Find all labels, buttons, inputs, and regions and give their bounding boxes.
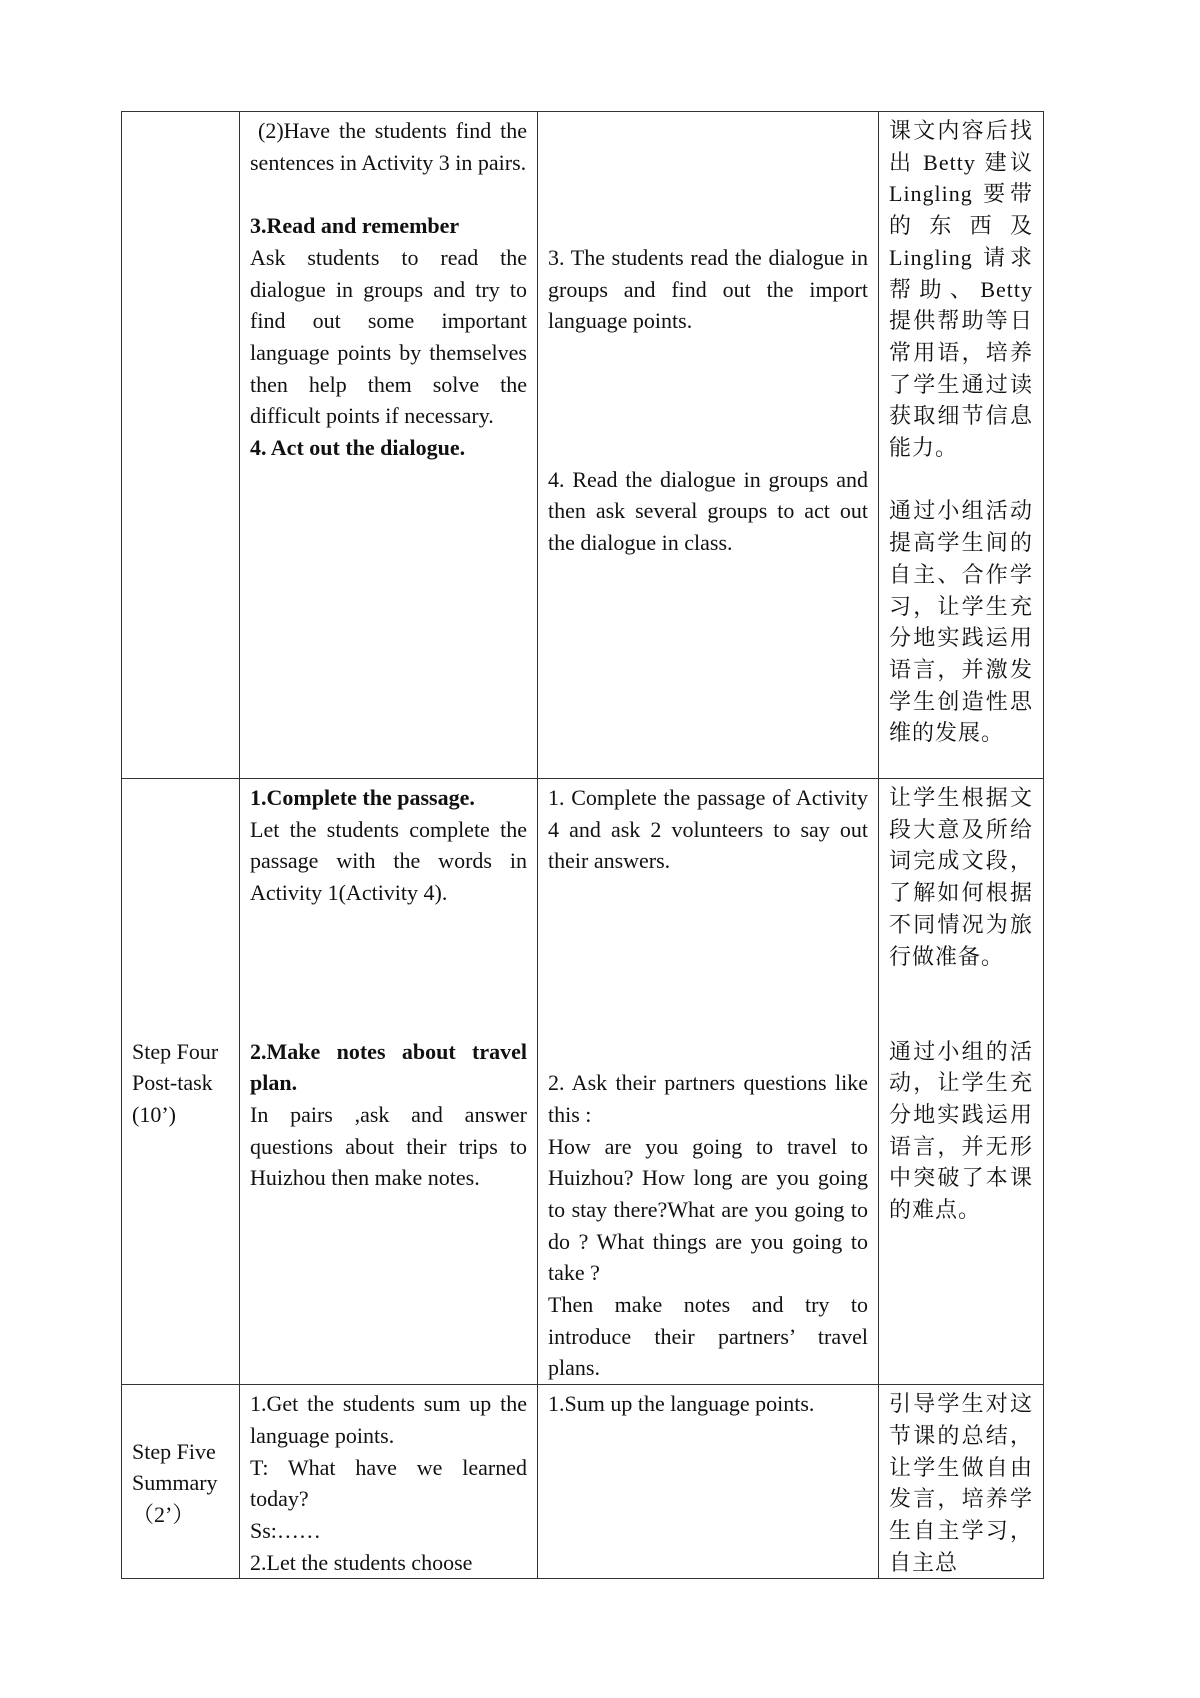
teacher-activity-cell xyxy=(240,779,538,1385)
paragraph: 通过小组活动提高学生间的自主、合作学习，让学生充分地实践运用语言，并激发学生创造性思维的发展。 xyxy=(889,498,1033,746)
paragraph: 1. Complete the passage of Activity 4 and ask 2 volunteers to say out their answers. xyxy=(548,785,868,874)
paragraph: Ss:…… xyxy=(250,1517,321,1543)
paragraph: 4. Read the dialogue in groups and then ask several groups to act out the dialogue in class. xyxy=(548,466,868,556)
paragraph: 2. Ask their partners questions like this : xyxy=(548,1070,868,1127)
student-activity-cell xyxy=(538,112,879,779)
paragraph: 1.Get the students sum up the language points. xyxy=(250,1391,527,1448)
paragraph: 引导学生对这节课的总结，让学生做自由发言，培养学生自主学习，自主总 xyxy=(889,1391,1033,1575)
paragraph: How are you going to travel to Huizhou? How long are you going to stay there?What are you going to do ? What things are you going to take ? xyxy=(548,1133,868,1286)
paragraph: 2.Let the students choose xyxy=(250,1549,473,1575)
teacher-activity-cell xyxy=(240,1385,538,1579)
student-activity-cell xyxy=(538,779,879,1385)
lesson-plan-table xyxy=(121,111,1044,1579)
table-row xyxy=(122,1385,1044,1579)
table-row xyxy=(122,112,1044,779)
paragraph: 让学生根据文段大意及所给词完成文段，了解如何根据不同情况为旅行做准备。 xyxy=(889,785,1033,969)
step-label: Step Five Summary （2’） xyxy=(122,1385,240,1579)
teacher-activity-cell xyxy=(240,112,538,779)
paragraph: In pairs ,ask and answer questions about their trips to Huizhou then make notes. xyxy=(250,1102,527,1191)
step-cell xyxy=(122,112,240,779)
paragraph: 3. The students read the dialogue in groups and find out the import language points. xyxy=(548,244,868,334)
table-row xyxy=(122,779,1044,1385)
paragraph: Let the students complete the passage with the words in Activity 1(Activity 4). xyxy=(250,816,527,906)
paragraph: Then make notes and try to introduce their partners’ travel plans. xyxy=(548,1292,868,1381)
design-intent-cell xyxy=(879,779,1044,1385)
paragraph: (2)Have the students find the sentences in Activity 3 in pairs. xyxy=(250,118,527,175)
heading: 2.Make notes about travel plan. xyxy=(250,1038,527,1096)
heading: 3.Read and remember xyxy=(250,213,460,239)
student-activity-cell xyxy=(538,1385,879,1579)
step-label: Step Four Post-task (10’) xyxy=(122,779,240,1385)
paragraph: 通过小组的活动，让学生充分地实践运用语言，并无形中突破了本课的难点。 xyxy=(889,1038,1033,1223)
design-intent-cell xyxy=(879,112,1044,779)
paragraph: Ask students to read the dialogue in groups and try to find out some important language points by themselves then help them solve the difficult points if necessary. xyxy=(250,244,527,429)
paragraph: 课文内容后找出 Betty 建议 Lingling 要带的东西及 Lingling 请求帮助、Betty 提供帮助等日常用语，培养了学生通过读获取细节信息能力。 xyxy=(889,118,1033,461)
design-intent-cell xyxy=(879,1385,1044,1579)
paragraph: 1.Sum up the language points. xyxy=(548,1391,815,1417)
heading: 1.Complete the passage. xyxy=(250,785,475,810)
paragraph: T: What have we learned today? xyxy=(250,1454,527,1512)
heading: 4. Act out the dialogue. xyxy=(250,435,466,461)
